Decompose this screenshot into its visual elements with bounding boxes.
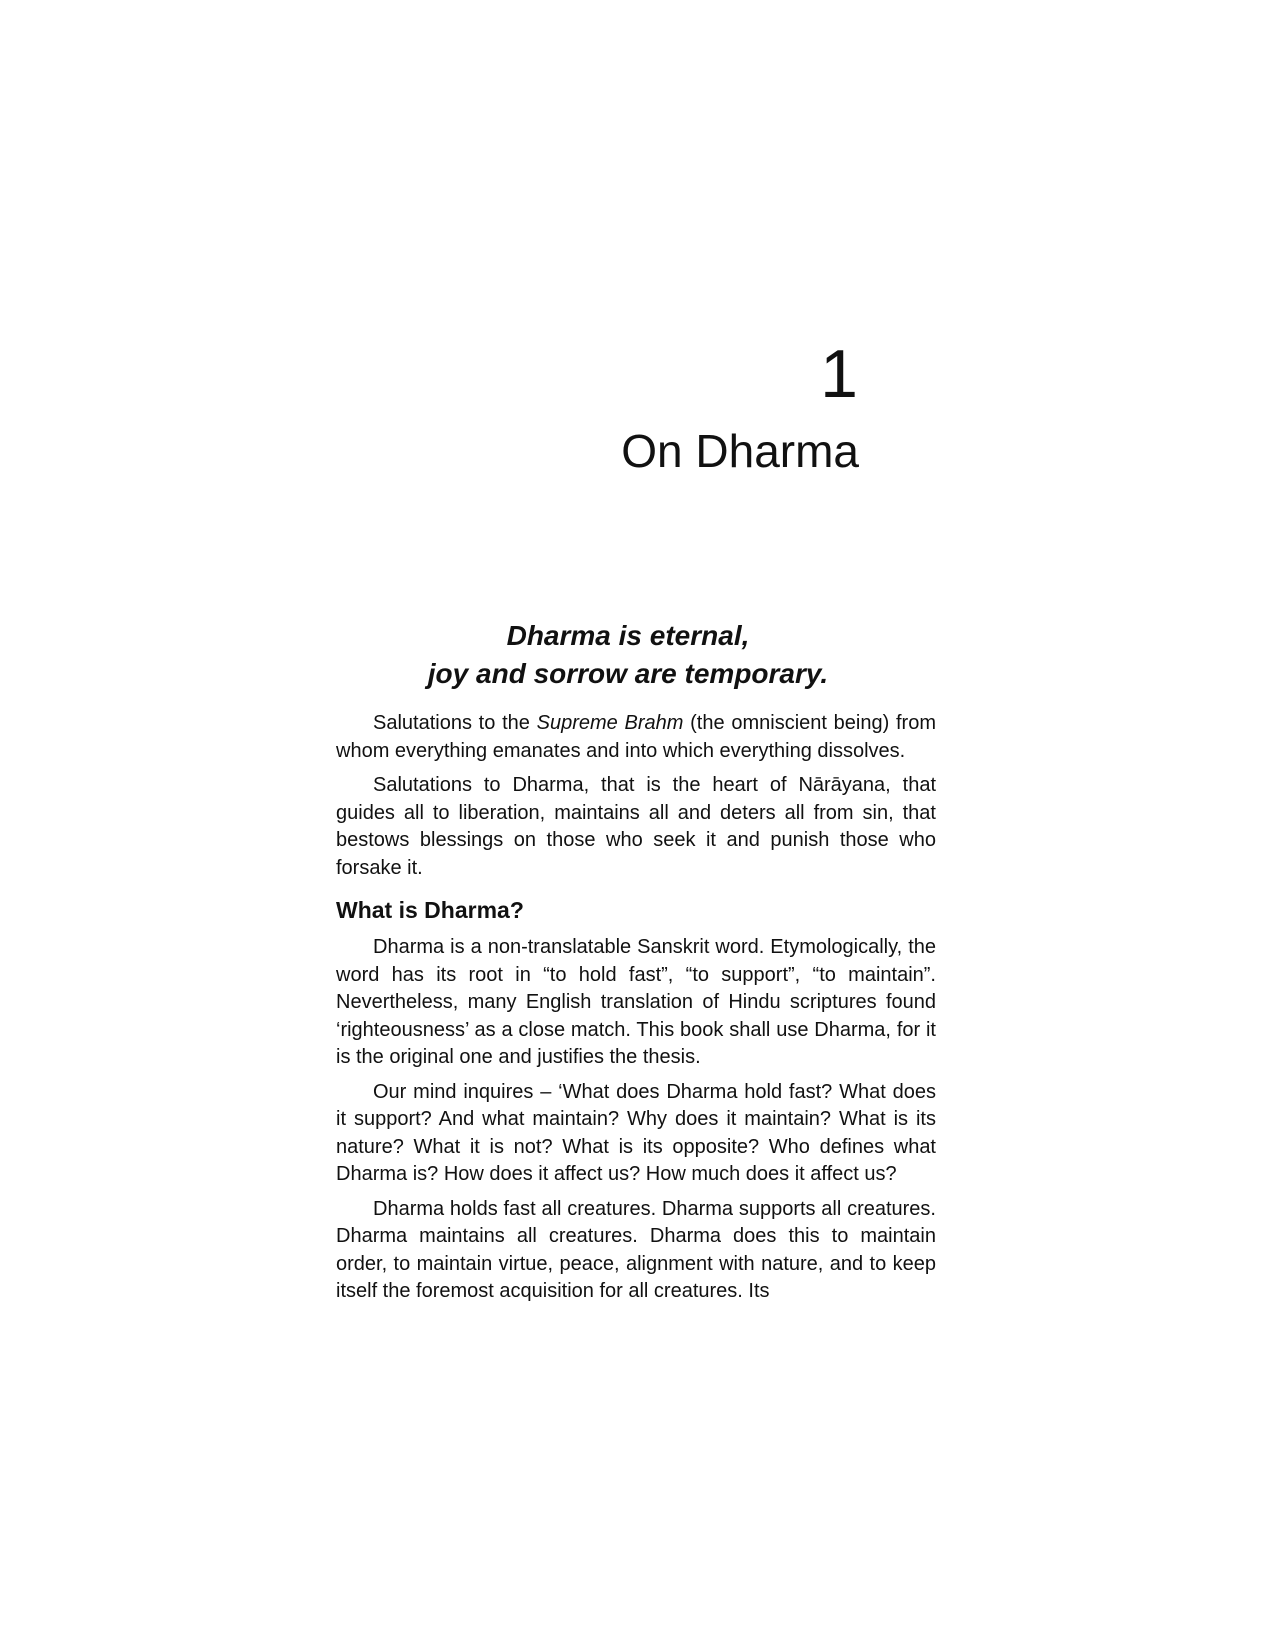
supreme-brahm-term: Supreme Brahm (536, 712, 684, 734)
chapter-title: On Dharma (621, 425, 859, 477)
paragraph-salutation-brahm (336, 710, 936, 765)
chapter-body (336, 710, 936, 1313)
paragraph-1-text-start: Salutations to the (373, 712, 537, 734)
epigraph (325, 617, 931, 693)
paragraph-dharma-holds: Dharma holds fast all creatures. Dharma supports all creatures. Dharma maintains all creatures. Dharma does this to maintain order, to maintain virtue, peace, alignment with nature, and to keep itself the foremost acquisition for all creatures. Its (336, 1197, 936, 1302)
section-heading: What is Dharma? (336, 897, 524, 923)
paragraph-etymology: Dharma is a non-translatable Sanskrit word. Etymologically, the word has its root in “to hold fast”, “to support”, “to maintain”. Nevertheless, many English translation of Hindu scriptures found ‘righteousness’ as a close match. This book shall use Dharma, for it is the original one and justifies the thesis. (336, 936, 936, 1068)
paragraph-1-text-end: (the omniscient being) from whom everything emanates and into which everything dissolves. (336, 712, 936, 762)
paragraph-salutation-dharma: Salutations to Dharma, that is the heart of Nārāyana, that guides all to liberation, maintains all and deters all from sin, that bestows blessings on those who seek it and punish those who forsake it. (336, 774, 936, 879)
paragraph-inquiry: Our mind inquires – ‘What does Dharma hold fast? What does it support? And what maintain? Why does it maintain? What is its nature? What it is not? What is its opposite? Who defines what Dharma is? How does it affect us? How much does it affect us? (336, 1080, 936, 1185)
epigraph-line-2: joy and sorrow are temporary. (427, 658, 829, 689)
epigraph-line-1: Dharma is eternal, (506, 620, 750, 651)
chapter-number: 1 (820, 336, 858, 412)
